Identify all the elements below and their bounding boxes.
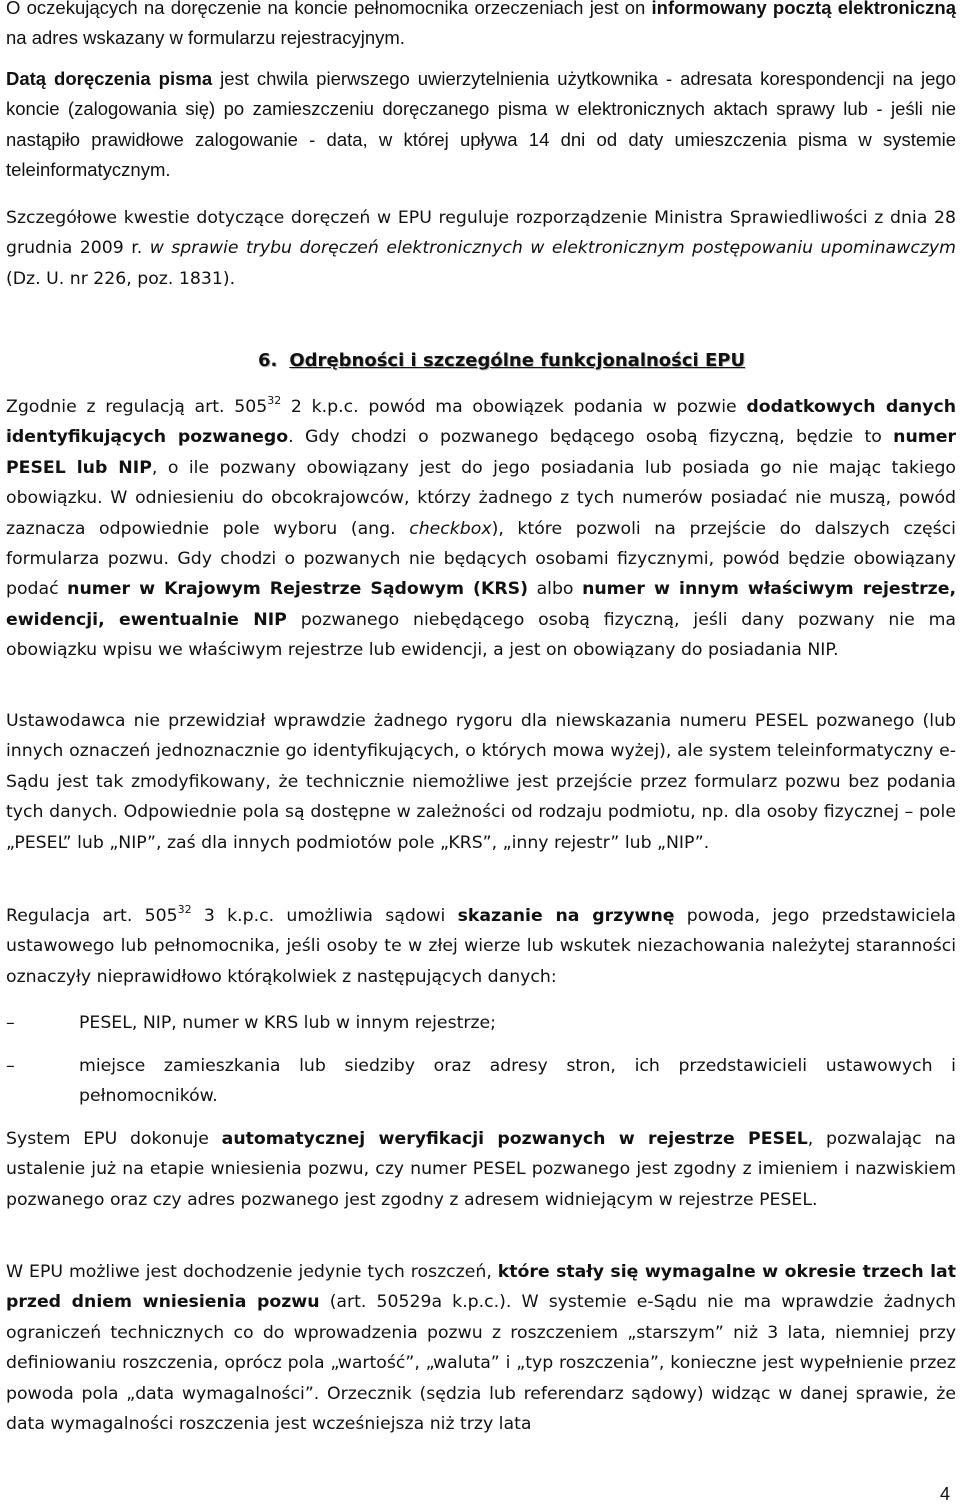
text: ), które pozwoli na przejście do dalszych części formularza pozwu. Gdy chodzi o pozwanych nie będących osobami fizycznymi, powód będzie obowiązany podać (6, 518, 956, 600)
text: O oczekujących na doręczenie na koncie pełnomocnika orzeczeniach jest on (6, 0, 652, 18)
text: albo (528, 579, 583, 600)
text: 2 k.p.c. powód ma obowiązek podania w pozwie (281, 397, 747, 417)
paragraph-identification-data (6, 392, 956, 666)
text: Zgodnie z regulacją art. 505 (6, 397, 268, 417)
list-item-text: miejsce zamieszkania lub siedziby oraz adresy stron, ich przedstawicieli ustawowych i pełnomocników. (79, 1056, 956, 1107)
bold-text: dodatkowych danych identyfikujących pozwanego (6, 397, 956, 448)
paragraph-regulation (6, 203, 956, 294)
dash-bullet: – (6, 1013, 15, 1033)
text: . Gdy chodzi o pozwanego będącego osobą fizyczną, będzie to (288, 427, 894, 448)
bold-text: które stały się wymagalne w okresie trzech lat przed dniem wniesienia pozwu (6, 1262, 956, 1313)
bold-text: Datą doręczenia pisma (6, 68, 213, 89)
section-heading (258, 350, 745, 371)
text: (Dz. U. nr 226, poz. 1831). (6, 268, 236, 289)
list-item (6, 1051, 956, 1112)
bold-text: numer w innym właściwym rejestrze, ewidencji, ewentualnie NIP (6, 579, 957, 630)
bold-text: skazanie na grzywnę (457, 906, 675, 926)
text: powoda, jego przedstawiciela ustawowego lub pełnomocnika, jeśli osoby te w złej wierze lub wskutek niezachowania należytej staranności oznaczyły nieprawidłowo którąkolwiek z następujących danych: (6, 906, 956, 987)
paragraph-delivery-date (6, 64, 956, 186)
text: System EPU dokonuje (6, 1129, 222, 1149)
text: na adres wskazany w formularzu rejestracyjnym. (6, 27, 405, 49)
text: , pozwalając na ustalenie już na etapie wniesienia pozwu, czy numer PESEL pozwanego jest zgodny z imieniem i nazwiskiem pozwanego oraz czy adres pozwanego jest zgodny z adresem widniejącym w rejestrze PESEL. (6, 1129, 956, 1210)
paragraph-fine (6, 901, 956, 992)
paragraph-notification (6, 0, 956, 54)
text: pozwanego niebędącego osobą fizyczną, jeśli dany pozwany nie ma obowiązku wpisu we właściwym rejestrze lub ewidencji, a jest on obowiązany do posiadania NIP. (6, 609, 956, 661)
paragraph-pesel-requirement (6, 706, 956, 858)
text: 3 k.p.c. umożliwia sądowi (191, 906, 458, 926)
text: W EPU możliwe jest dochodzenie jedynie tych roszczeń, (6, 1262, 498, 1282)
paragraph-claims-period (6, 1257, 956, 1439)
italic-text: checkbox (409, 518, 492, 539)
text: jest chwila pierwszego uwierzytelnienia użytkownika - adresata korespondencji na jego koncie (zalogowania się) po zamieszczeniu doręczanego pisma w elektronicznych aktach sprawy lub - jeśli nie nastąpiło prawidłowe zalogowanie - data, w której upływa 14 dni od daty umieszczenia pisma w systemie teleinformatycznym. (6, 68, 956, 181)
text: Szczegółowe kwestie dotyczące doręczeń w EPU reguluje rozporządzenie Ministra Sprawiedliwości z dnia 28 grudnia 2009 r. (6, 208, 956, 259)
paragraph-pesel-verification (6, 1124, 956, 1215)
list-item-text: PESEL, NIP, numer w KRS lub w innym rejestrze; (79, 1013, 496, 1033)
bold-text: automatycznej weryfikacji pozwanych w rejestrze PESEL (221, 1129, 808, 1149)
section-number: 6. (258, 350, 278, 371)
bold-text: numer w Krajowym Rejestrze Sądowym (KRS) (67, 579, 529, 600)
dash-bullet: – (6, 1056, 15, 1076)
bold-text: numer PESEL lub NIP (6, 427, 956, 478)
list-item (6, 1008, 956, 1038)
text: Regulacja art. 505 (6, 906, 178, 926)
text: Ustawodawca nie przewidział wprawdzie żadnego rygoru dla niewskazania numeru PESEL pozwanego (lub innych oznaczeń jednoznacznie go identyfikujących, o których mowa wyżej), ale system teleinformatyczny e-Sądu jest tak zmodyfikowany, że technicznie niemożliwe jest przejście przez formularz pozwu bez podania tych danych. Odpowiednie pola są dostępne w zależności od rodzaju podmiotu, np. dla osoby fizycznej – pole „PESEL” lub „NIP”, zaś dla innych podmiotów pole „KRS”, „inny rejestr” lub „NIP”. (6, 711, 956, 853)
superscript: 32 (267, 394, 282, 407)
italic-text: w sprawie trybu doręczeń elektronicznych w elektronicznym postępowaniu upominawczym (149, 238, 956, 259)
text: , o ile pozwany obowiązany jest do jego posiadania lub posiada go nie mając takiego obowiązku. W odniesieniu do obcokrajowców, którzy żadnego z tych numerów posiadać nie muszą, powód zaznacza odpowiednie pole wyboru (ang. (6, 457, 956, 539)
bold-text: informowany pocztą elektroniczną (651, 0, 956, 18)
superscript: 32 (177, 903, 192, 916)
section-title: Odrębności i szczególne funkcjonalności EPU (289, 350, 746, 371)
page-number: 4 (939, 1484, 950, 1504)
text: (art. 50529a k.p.c.). W systemie e-Sądu nie ma wprawdzie żadnych ograniczeń technicznych co do wprowadzenia pozwu z roszczeniem „starszym” niż 3 lata, niemniej przy definiowaniu roszczenia, oprócz pola „wartość”, „waluta” i „typ roszczenia”, konieczne jest wypełnienie przez powoda pola „data wymagalności”. Orzecznik (sędzia lub referendarz sądowy) widząc w danej sprawie, że data wymagalności roszczenia jest wcześniejsza niż trzy lata (6, 1292, 956, 1435)
